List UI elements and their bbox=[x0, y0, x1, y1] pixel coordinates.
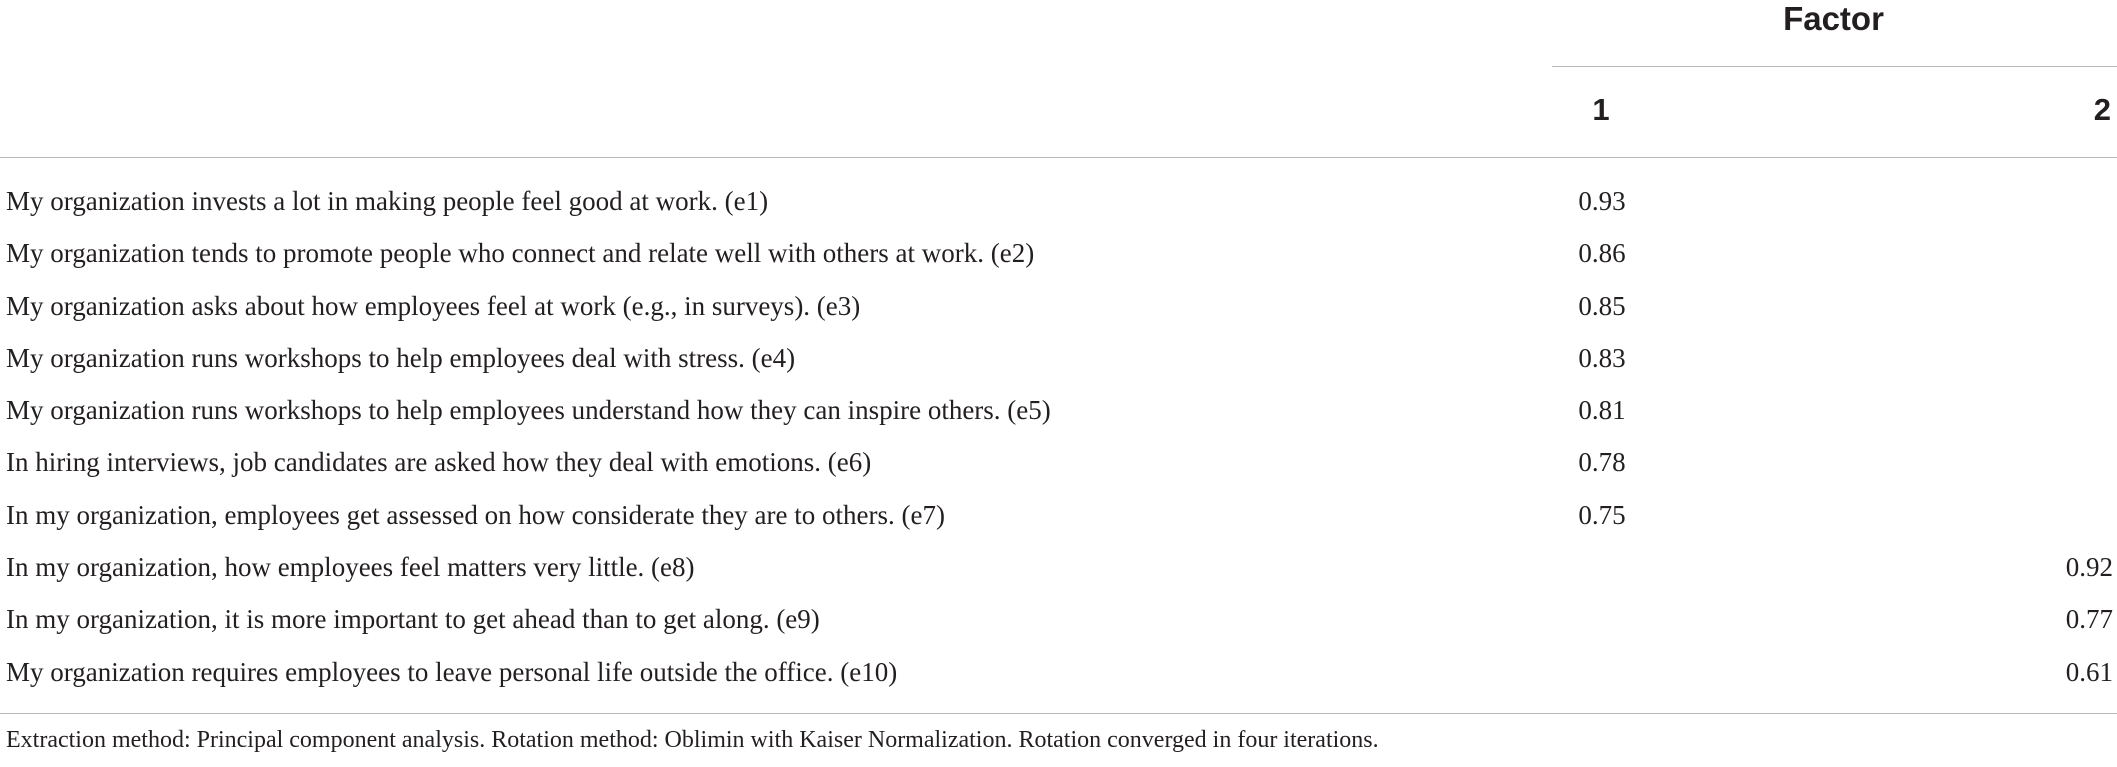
item-text: In hiring interviews, job candidates are asked how they deal with emotions. (e6) bbox=[6, 447, 872, 478]
item-text: My organization runs workshops to help employees deal with stress. (e4) bbox=[6, 342, 796, 373]
item-text: My organization runs workshops to help employees understand how they can inspire others. (e5) bbox=[6, 395, 1051, 426]
factor-1-loading: 0.93 bbox=[1578, 186, 1626, 216]
header-rule bbox=[0, 157, 2117, 158]
factor-2-loading: 0.92 bbox=[2065, 552, 2113, 583]
column-header-factor-1: 1 bbox=[1592, 92, 1610, 127]
table-row bbox=[0, 181, 2117, 233]
table-body bbox=[0, 181, 2117, 704]
table-row bbox=[0, 495, 2117, 547]
table-row bbox=[0, 338, 2117, 390]
factor-1-loading: 0.81 bbox=[1578, 395, 1626, 426]
table-bottom-rule bbox=[0, 713, 2117, 714]
factor-header-rule bbox=[1552, 66, 2117, 67]
item-text: In my organization, employees get assessed on how considerate they are to others. (e7) bbox=[6, 499, 945, 530]
factor-1-loading: 0.78 bbox=[1578, 447, 1626, 478]
item-text: My organization asks about how employees feel at work (e.g., in surveys). (e3) bbox=[6, 290, 861, 321]
table-row bbox=[0, 652, 2117, 704]
factor-header: Factor bbox=[1783, 0, 1884, 37]
table-row bbox=[0, 547, 2117, 599]
table-row bbox=[0, 442, 2117, 494]
table-row bbox=[0, 233, 2117, 285]
item-text: In my organization, how employees feel matters very little. (e8) bbox=[6, 552, 695, 583]
table-footnote: Extraction method: Principal component analysis. Rotation method: Oblimin with Kaiser Normalization. Rotation converged in four iterations. bbox=[6, 727, 1379, 753]
factor-2-loading: 0.77 bbox=[2065, 604, 2113, 635]
item-text: My organization tends to promote people who connect and relate well with others at work. (e2) bbox=[6, 238, 1035, 269]
item-text: My organization invests a lot in making people feel good at work. (e1) bbox=[6, 186, 769, 216]
factor-1-loading: 0.75 bbox=[1578, 499, 1626, 530]
factor-1-loading: 0.83 bbox=[1578, 342, 1626, 373]
item-text: My organization requires employees to leave personal life outside the office. (e10) bbox=[6, 656, 898, 687]
factor-1-loading: 0.86 bbox=[1578, 238, 1626, 269]
table-row bbox=[0, 286, 2117, 338]
item-text: In my organization, it is more important to get ahead than to get along. (e9) bbox=[6, 604, 820, 635]
column-header-factor-2: 2 bbox=[2093, 92, 2111, 127]
table-row bbox=[0, 390, 2117, 442]
factor-1-loading: 0.85 bbox=[1578, 290, 1626, 321]
table-row bbox=[0, 599, 2117, 651]
factor-2-loading: 0.61 bbox=[2065, 656, 2113, 687]
